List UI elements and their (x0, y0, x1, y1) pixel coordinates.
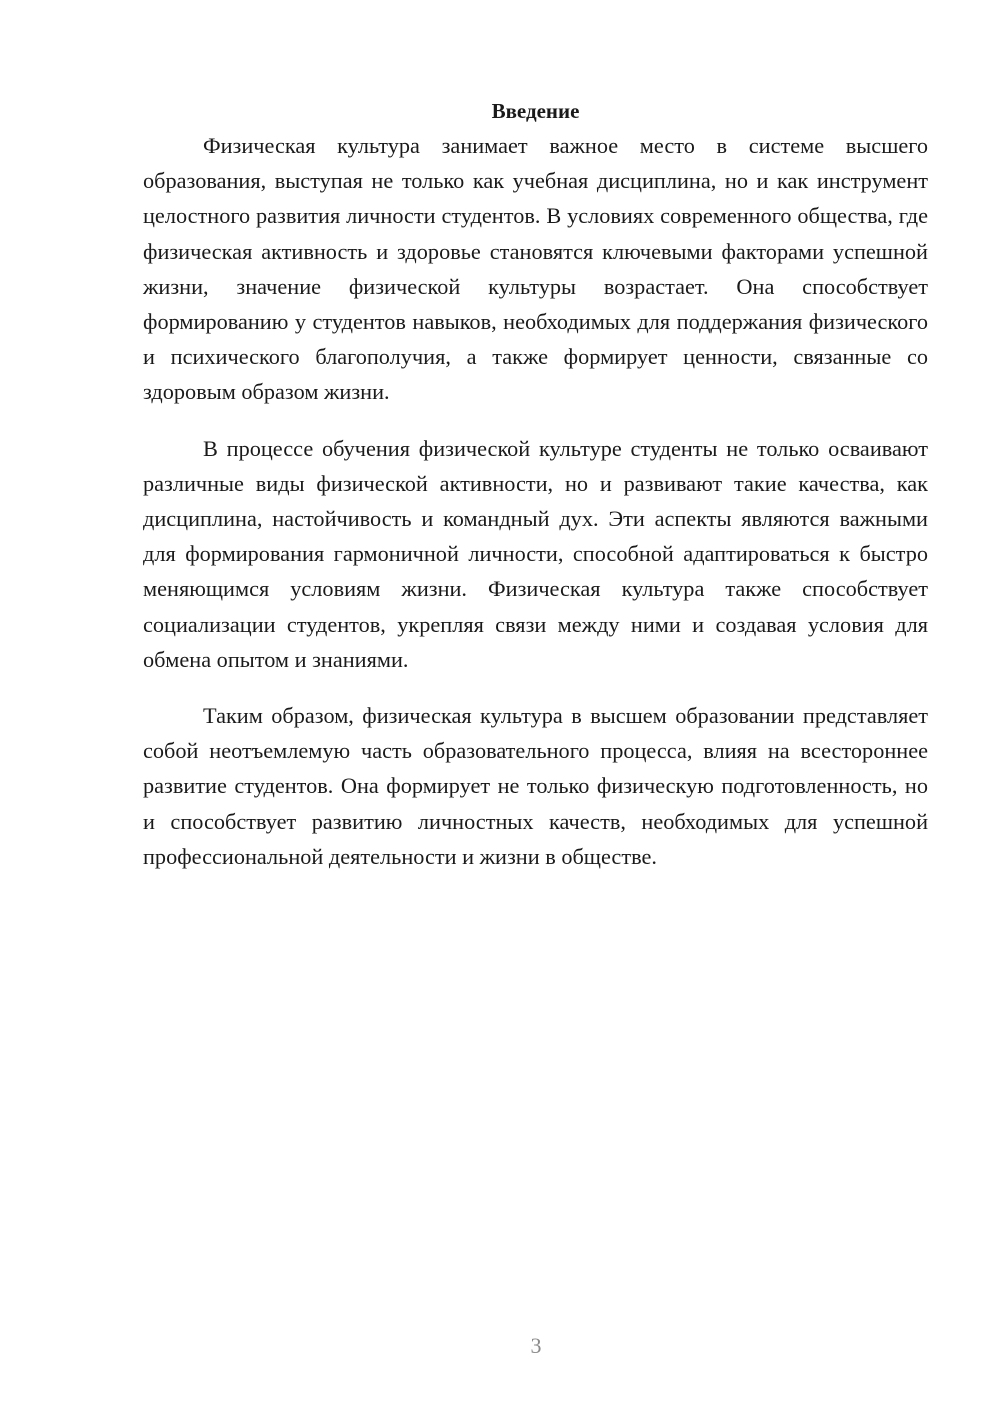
paragraph-2: В процессе обучения физической культуре студенты не только осваивают различные виды физической активности, но и развивают такие качества, как дисциплина, настойчивость и командный дух. Эти аспекты являются важными для формирования гармоничной личности, способной адаптироваться к быстро меняющимся условиям жизни. Физическая культура также способствует социализации студентов, укрепляя связи между ними и создавая условия для обмена опытом и знаниями. (143, 435, 928, 672)
section-title: Введение (491, 99, 580, 123)
document-body (143, 95, 928, 895)
paragraph-3: Таким образом, физическая культура в высшем образовании представляет собой неотъемлемую часть образовательного процесса, влияя на всестороннее развитие студентов. Она формирует не только физическую подготовленность, но и способствует развитию личностных качеств, необходимых для успешной профессиональной деятельности и жизни в обществе. (143, 703, 928, 869)
page-number: 3 (530, 1333, 542, 1358)
paragraph-1: Физическая культура занимает важное место в системе высшего образования, выступая не только как учебная дисциплина, но и как инструмент целостного развития личности студентов. В условиях современного общества, где физическая активность и здоровье становятся ключевыми факторами успешной жизни, значение физической культуры возрастает. Она способствует формированию у студентов навыков, необходимых для поддержания физического и психического благополучия, а также формирует ценности, связанные со здоровым образом жизни. (143, 133, 928, 405)
